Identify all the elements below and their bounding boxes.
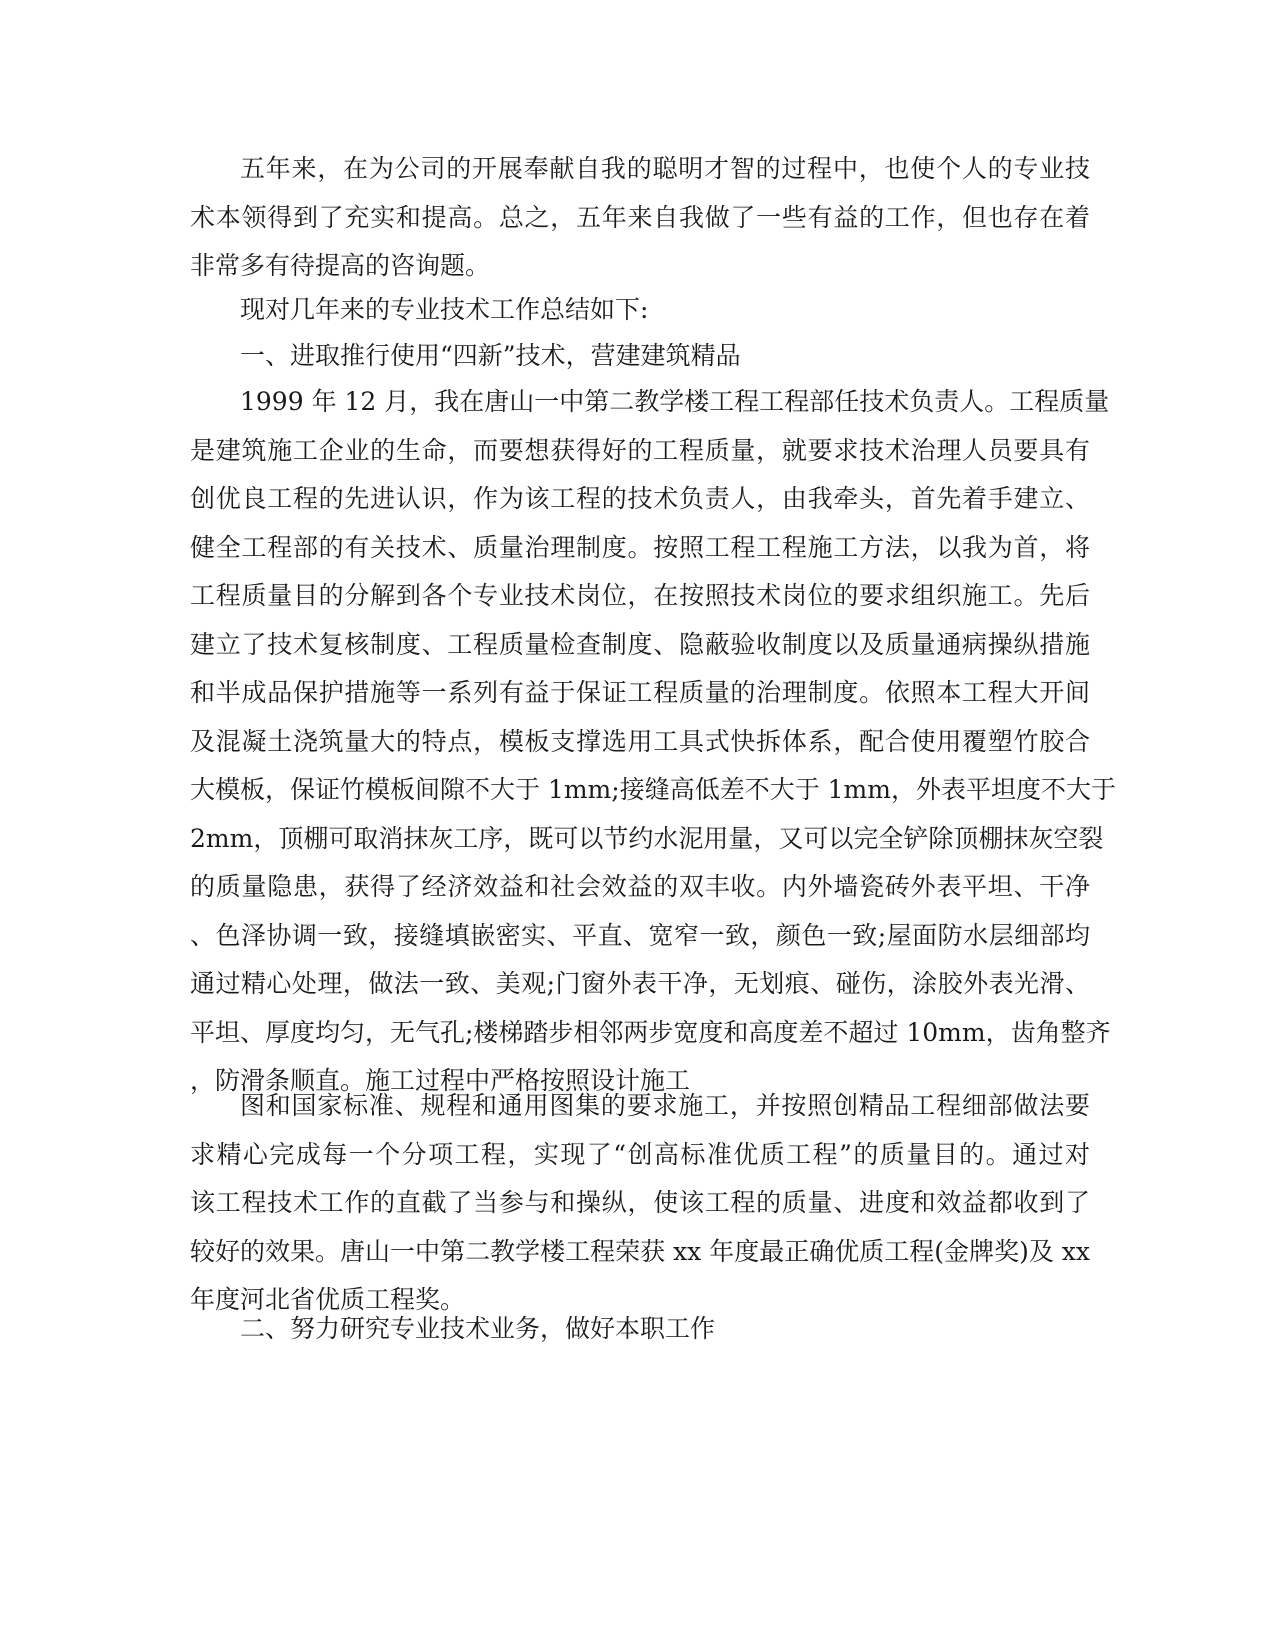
text-line: 平坦、厚度均匀，无气孔;楼梯踏步相邻两步宽度和高度差不超过 10mm，齿角整齐 xyxy=(190,1017,1111,1047)
paragraph-project-details xyxy=(190,378,1116,1106)
text-line: 和半成品保护措施等一系列有益于保证工程质量的治理制度。依照本工程大开间 xyxy=(190,678,1090,707)
text-line: 五年来，在为公司的开展奉献自我的聪明才智的过程中，也使个人的专业技 xyxy=(240,154,1090,183)
text-line: 健全工程部的有关技术、质量治理制度。按照工程工程施工方法，以我为首，将 xyxy=(190,532,1090,562)
text-line: 术本领得到了充实和提高。总之，五年来自我做了一些有益的工作，但也存在着 xyxy=(190,202,1090,232)
text-line: 通过精心处理，做法一致、美观;门窗外表干净，无划痕、碰伤，涂胶外表光滑、 xyxy=(190,969,1090,998)
text-line: 及混凝土浇筑量大的特点，模板支撑选用工具式快拆体系，配合使用覆塑竹胶合 xyxy=(190,726,1090,756)
section-heading-1 xyxy=(190,332,1090,381)
paragraph-summary-lead xyxy=(190,286,1090,335)
text-line: 工程质量目的分解到各个专业技术岗位，在按照技术岗位的要求组织施工。先后 xyxy=(190,581,1090,610)
text-line: 求精心完成每一个分项工程，实现了“创高标准优质工程”的质量目的。通过对 xyxy=(190,1139,1090,1169)
paragraph-intro xyxy=(190,145,1090,291)
section-heading: 一、进取推行使用“四新”技术，营建建筑精品 xyxy=(240,341,741,370)
text-line: 创优良工程的先进认识，作为该工程的技术负责人，由我牵头，首先着手建立、 xyxy=(190,484,1090,513)
section-heading-2 xyxy=(190,1305,1090,1354)
text-line: 、色泽协调一致，接缝填嵌密实、平直、宽窄一致，颜色一致;屋面防水层细部均 xyxy=(190,920,1090,950)
text-line: 该工程技术工作的直截了当参与和操纵，使该工程的质量、进度和效益都收到了 xyxy=(190,1188,1090,1217)
text-line: 建立了技术复核制度、工程质量检查制度、隐蔽验收制度以及质量通病操纵措施 xyxy=(190,629,1090,659)
text-line: ，防滑条顺直。施工过程中严格按照设计施工 xyxy=(190,1066,691,1095)
text-line: 2mm，顶棚可取消抹灰工序，既可以节约水泥用量，又可以完全铲除顶棚抹灰空裂 xyxy=(190,823,1104,853)
text-line: 是建筑施工企业的生命，而要想获得好的工程质量，就要求技术治理人员要具有 xyxy=(190,435,1090,465)
text-line: 较好的效果。唐山一中第二教学楼工程荣获 xx 年度最正确优质工程(金牌奖)及 xx xyxy=(190,1236,1090,1266)
paragraph-result xyxy=(190,1082,1090,1325)
text-line: 非常多有待提高的咨询题。 xyxy=(190,251,491,280)
text-line: 1999 年 12 月，我在唐山一中第二教学楼工程工程部任技术负责人。工程质量 xyxy=(240,387,1110,416)
text-line: 的质量隐患，获得了经济效益和社会效益的双丰收。内外墙瓷砖外表平坦、干净 xyxy=(190,872,1090,901)
text-line: 大模板，保证竹模板间隙不大于 1mm;接缝高低差不大于 1mm，外表平坦度不大于 xyxy=(190,775,1116,804)
text-line: 现对几年来的专业技术工作总结如下: xyxy=(240,295,649,324)
text-line: 年度河北省优质工程奖。 xyxy=(190,1285,466,1314)
text-line: 图和国家标准、规程和通用图集的要求施工，并按照创精品工程细部做法要 xyxy=(240,1091,1090,1120)
section-heading: 二、努力研究专业技术业务，做好本职工作 xyxy=(240,1314,716,1343)
